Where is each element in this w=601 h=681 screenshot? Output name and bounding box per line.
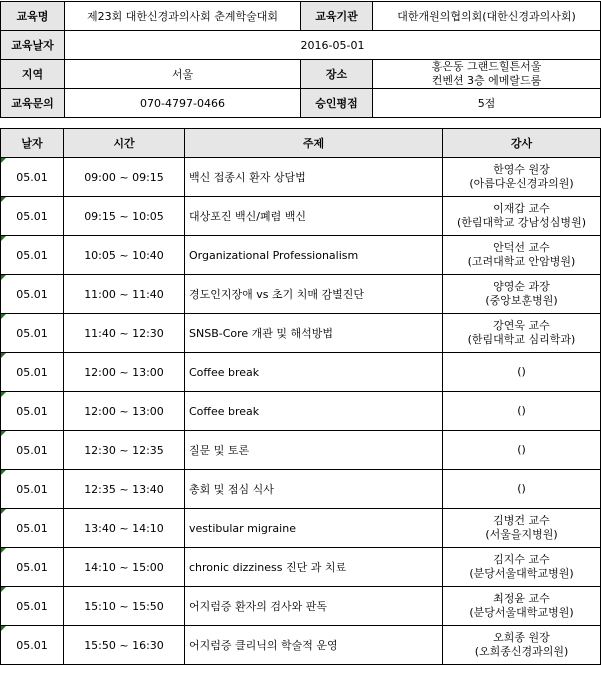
lecturer-affiliation: () bbox=[517, 482, 526, 495]
lecturer-name: 이재갑 교수 bbox=[493, 202, 550, 215]
row-lecturer bbox=[443, 197, 601, 236]
row-topic: Coffee break bbox=[185, 353, 443, 392]
col-header-date: 날자 bbox=[1, 129, 64, 158]
row-lecturer bbox=[443, 548, 601, 587]
region-label: 지역 bbox=[1, 60, 65, 89]
row-topic: 백신 접종시 환자 상담법 bbox=[185, 158, 443, 197]
row-lecturer bbox=[443, 431, 601, 470]
lecturer-affiliation: (중앙보훈병원) bbox=[485, 294, 558, 307]
row-lecturer bbox=[443, 236, 601, 275]
row-topic: vestibular migraine bbox=[185, 509, 443, 548]
row-topic: 어지럼증 환자의 검사와 판독 bbox=[185, 587, 443, 626]
row-time: 14:10 ~ 15:00 bbox=[64, 548, 185, 587]
lecturer-name: 강연욱 교수 bbox=[493, 319, 550, 332]
row-topic: Organizational Professionalism bbox=[185, 236, 443, 275]
schedule-table bbox=[0, 128, 601, 665]
course-name-label: 교육명 bbox=[1, 2, 65, 31]
lecturer-name: 최정윤 교수 bbox=[493, 592, 550, 605]
table-row bbox=[1, 236, 601, 275]
row-date: 05.01 bbox=[1, 392, 64, 431]
row-topic: Coffee break bbox=[185, 392, 443, 431]
lecturer-affiliation: (서울을지병원) bbox=[485, 528, 558, 541]
row-date: 05.01 bbox=[1, 626, 64, 665]
row-time: 12:35 ~ 13:40 bbox=[64, 470, 185, 509]
row-topic: 경도인지장애 vs 초기 치매 감별진단 bbox=[185, 275, 443, 314]
credit-label: 승인평점 bbox=[301, 89, 373, 118]
venue-line1: 홍은동 그랜드힐튼서울 bbox=[431, 60, 542, 73]
institution-label: 교육기관 bbox=[301, 2, 373, 31]
row-time: 11:00 ~ 11:40 bbox=[64, 275, 185, 314]
row-date: 05.01 bbox=[1, 314, 64, 353]
row-date: 05.01 bbox=[1, 470, 64, 509]
lecturer-affiliation: (분당서울대학교병원) bbox=[469, 567, 574, 580]
table-row bbox=[1, 431, 601, 470]
row-time: 10:05 ~ 10:40 bbox=[64, 236, 185, 275]
lecturer-name: 김병건 교수 bbox=[493, 514, 550, 527]
row-date: 05.01 bbox=[1, 431, 64, 470]
row-topic: 질문 및 토론 bbox=[185, 431, 443, 470]
row-lecturer bbox=[443, 509, 601, 548]
row-date: 05.01 bbox=[1, 275, 64, 314]
table-row bbox=[1, 197, 601, 236]
lecturer-affiliation: (고려대학교 안암병원) bbox=[467, 255, 576, 268]
venue bbox=[373, 60, 601, 89]
row-time: 11:40 ~ 12:30 bbox=[64, 314, 185, 353]
date-label: 교육날자 bbox=[1, 31, 65, 60]
row-lecturer bbox=[443, 392, 601, 431]
col-header-lecturer: 강사 bbox=[443, 129, 601, 158]
course-info-table bbox=[0, 1, 601, 118]
col-header-time: 시간 bbox=[64, 129, 185, 158]
lecturer-affiliation: (분당서울대학교병원) bbox=[469, 606, 574, 619]
row-lecturer bbox=[443, 353, 601, 392]
row-time: 15:10 ~ 15:50 bbox=[64, 587, 185, 626]
row-date: 05.01 bbox=[1, 509, 64, 548]
row-date: 05.01 bbox=[1, 587, 64, 626]
table-row bbox=[1, 158, 601, 197]
row-time: 15:50 ~ 16:30 bbox=[64, 626, 185, 665]
table-row bbox=[1, 587, 601, 626]
row-topic: SNSB-Core 개관 및 해석방법 bbox=[185, 314, 443, 353]
row-time: 12:30 ~ 12:35 bbox=[64, 431, 185, 470]
row-time: 13:40 ~ 14:10 bbox=[64, 509, 185, 548]
table-row bbox=[1, 314, 601, 353]
table-row bbox=[1, 470, 601, 509]
row-topic: 대상포진 백신/폐렴 백신 bbox=[185, 197, 443, 236]
venue-line2: 컨벤션 3층 에메랄드룸 bbox=[431, 74, 542, 87]
lecturer-name: 안덕선 교수 bbox=[493, 241, 550, 254]
table-row bbox=[1, 626, 601, 665]
credit-points: 5점 bbox=[373, 89, 601, 118]
course-date: 2016-05-01 bbox=[65, 31, 601, 60]
lecturer-affiliation: (오희종신경과의원) bbox=[474, 645, 569, 658]
col-header-topic: 주제 bbox=[185, 129, 443, 158]
institution: 대한개원의협의회(대한신경과의사회) bbox=[373, 2, 601, 31]
table-row bbox=[1, 548, 601, 587]
table-row bbox=[1, 353, 601, 392]
row-date: 05.01 bbox=[1, 158, 64, 197]
row-topic: chronic dizziness 진단 과 치료 bbox=[185, 548, 443, 587]
lecturer-name: 양영순 과장 bbox=[493, 280, 550, 293]
lecturer-affiliation: () bbox=[517, 365, 526, 378]
row-topic: 총회 및 점심 식사 bbox=[185, 470, 443, 509]
row-time: 12:00 ~ 13:00 bbox=[64, 392, 185, 431]
row-lecturer bbox=[443, 587, 601, 626]
lecturer-affiliation: () bbox=[517, 404, 526, 417]
course-name: 제23회 대한신경과의사회 춘계학술대회 bbox=[65, 2, 301, 31]
row-date: 05.01 bbox=[1, 548, 64, 587]
table-row bbox=[1, 509, 601, 548]
row-time: 12:00 ~ 13:00 bbox=[64, 353, 185, 392]
lecturer-affiliation: () bbox=[517, 443, 526, 456]
lecturer-affiliation: (한림대학교 강남성심병원) bbox=[457, 216, 586, 229]
row-time: 09:00 ~ 09:15 bbox=[64, 158, 185, 197]
row-lecturer bbox=[443, 626, 601, 665]
row-time: 09:15 ~ 10:05 bbox=[64, 197, 185, 236]
venue-label: 장소 bbox=[301, 60, 373, 89]
lecturer-affiliation: (한림대학교 심리학과) bbox=[467, 333, 576, 346]
lecturer-affiliation: (아름다운신경과의원) bbox=[469, 177, 574, 190]
row-lecturer bbox=[443, 470, 601, 509]
row-lecturer bbox=[443, 314, 601, 353]
row-date: 05.01 bbox=[1, 197, 64, 236]
row-lecturer bbox=[443, 158, 601, 197]
row-date: 05.01 bbox=[1, 236, 64, 275]
lecturer-name: 김지수 교수 bbox=[493, 553, 550, 566]
table-row bbox=[1, 392, 601, 431]
row-lecturer bbox=[443, 275, 601, 314]
lecturer-name: 한영수 원장 bbox=[493, 163, 550, 176]
row-topic: 어지럼증 클리닉의 학술적 운영 bbox=[185, 626, 443, 665]
region: 서울 bbox=[65, 60, 301, 89]
contact-phone: 070-4797-0466 bbox=[65, 89, 301, 118]
table-row bbox=[1, 275, 601, 314]
row-date: 05.01 bbox=[1, 353, 64, 392]
contact-label: 교육문의 bbox=[1, 89, 65, 118]
lecturer-name: 오희종 원장 bbox=[493, 631, 550, 644]
